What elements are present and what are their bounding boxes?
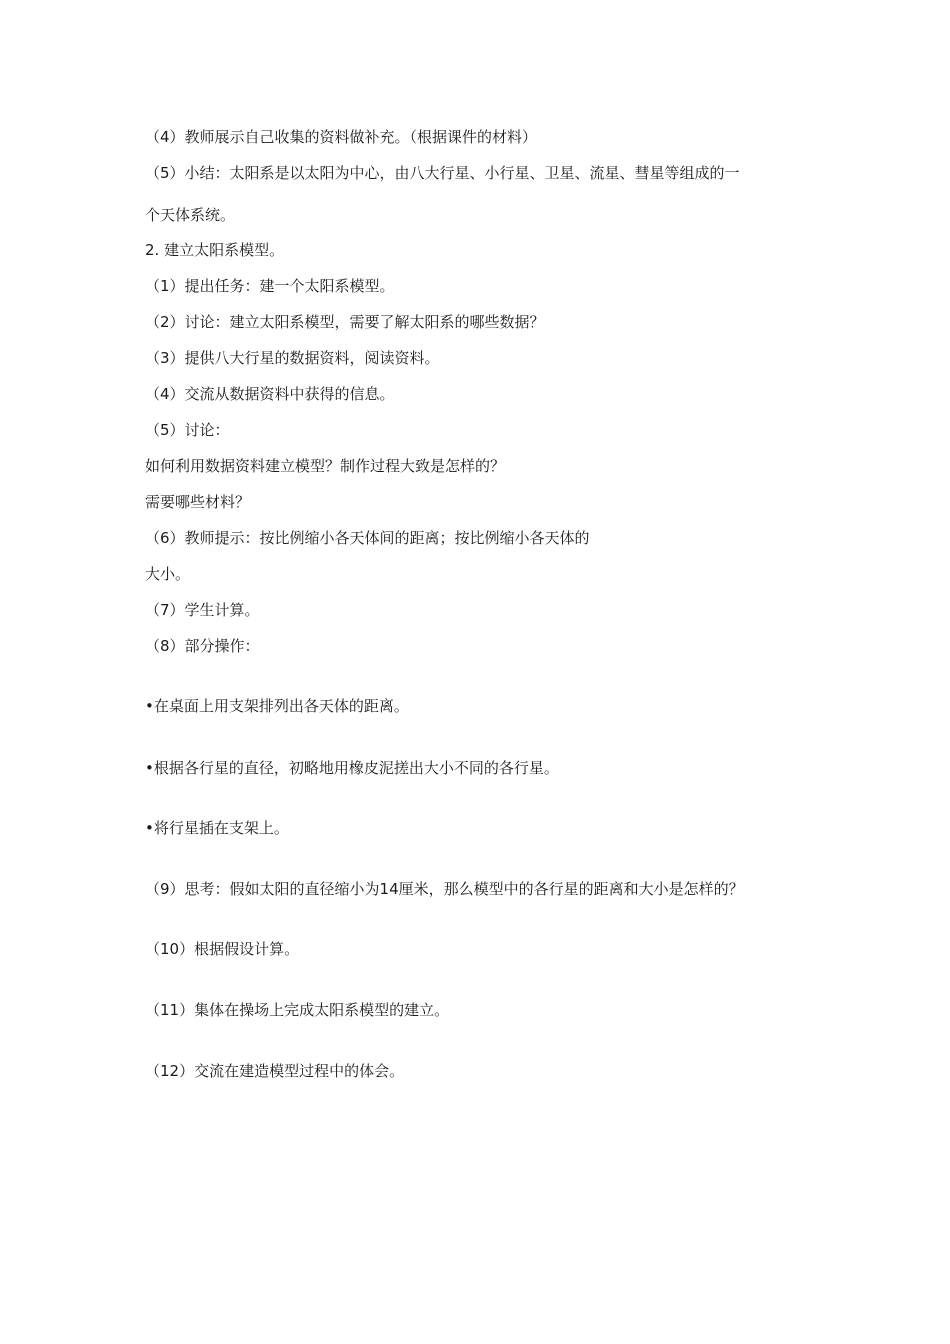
- text-line: （5）小结：太阳系是以太阳为中心，由八大行星、小行星、卫星、流星、彗星等组成的一: [145, 164, 740, 182]
- text-line: （4）交流从数据资料中获得的信息。: [145, 385, 395, 403]
- text-line: （10）根据假设计算。: [145, 940, 300, 958]
- text-line: •将行星插在支架上。: [145, 819, 289, 837]
- text-line: （5）讨论：: [145, 421, 230, 439]
- text-line: （4）教师展示自己收集的资料做补充。（根据课件的材料）: [145, 128, 538, 146]
- text-line: •根据各行星的直径，初略地用橡皮泥搓出大小不同的各行星。: [145, 759, 559, 777]
- text-line: （11）集体在操场上完成太阳系模型的建立。: [145, 1001, 450, 1019]
- text-line: （12）交流在建造模型过程中的体会。: [145, 1062, 405, 1080]
- text-line: 如何利用数据资料建立模型？制作过程大致是怎样的？: [145, 457, 506, 475]
- text-line: （6）教师提示：按比例缩小各天体间的距离；按比例缩小各天体的: [145, 529, 590, 547]
- text-line: 2. 建立太阳系模型。: [145, 241, 285, 259]
- text-line: （2）讨论：建立太阳系模型，需要了解太阳系的哪些数据？: [145, 313, 545, 331]
- text-line: （7）学生计算。: [145, 601, 260, 619]
- text-line: 大小。: [145, 565, 191, 583]
- text-line: 个天体系统。: [145, 206, 236, 224]
- text-line: （3）提供八大行星的数据资料，阅读资料。: [145, 349, 440, 367]
- text-line: 需要哪些材料？: [145, 493, 251, 511]
- text-line: （8）部分操作：: [145, 637, 260, 655]
- text-line: （9）思考：假如太阳的直径缩小为14厘米，那么模型中的各行星的距离和大小是怎样的？: [145, 880, 744, 898]
- text-line: （1）提出任务：建一个太阳系模型。: [145, 277, 395, 295]
- text-line: •在桌面上用支架排列出各天体的距离。: [145, 697, 409, 715]
